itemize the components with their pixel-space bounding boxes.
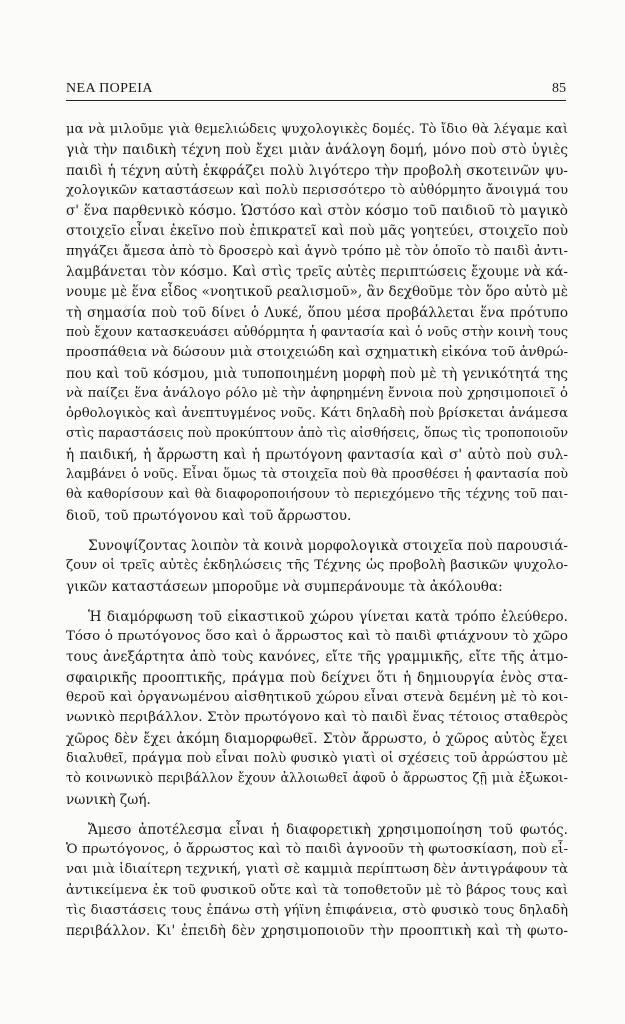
text-line: σ' ἕνα παρθενικὸ κόσμο. Ὡστόσο καὶ στὸν κόσμο τοῦ παιδιοῦ τὸ μαγικὸ [66, 203, 568, 220]
text-line: θὰ καθορίσουν καὶ θὰ διαφοροποιήσουν τὸ περιεχόμενο τῆς τέχνης τοῦ παι- [66, 487, 568, 503]
text-line: τὸ κοινωνικὸ περιβάλλον ἔχουν ἀλλοιωθεῖ ἀφοῦ ὁ ἄρρωστος ζῇ μιὰ ἐξωκοι- [66, 771, 568, 787]
text-line: ἀντικείμενα ἐκ τοῦ φυσικοῦ οὔτε καὶ τὰ τοποθετοῦν μὲ τὸ βάρος τους καὶ [66, 882, 568, 898]
paragraph [66, 607, 568, 810]
text-line: διοῦ, τοῦ πρωτόγονου καὶ τοῦ ἄρρωστου. [66, 507, 352, 524]
text-line: Τόσο ὁ πρωτόγονος ὅσο καὶ ὁ ἄρρωστος καὶ τὸ παιδὶ φτιάχνουν τὸ χῶρο [66, 629, 568, 645]
paragraph [66, 820, 568, 942]
text-line: ζουν οἱ τρεῖς αὐτὲς ἐκδηλώσεις τῆς Τέχνης ὡς προβολὴ βασικῶν ψυχολο- [66, 558, 568, 574]
text-line: Συνοψίζοντας λοιπὸν τὰ κοινὰ μορφολογικὰ στοιχεῖα ποὺ παρουσιά- [88, 537, 568, 554]
text-line: νωνικὸ περιβάλλον. Στὸν πρωτόγονο καὶ τὸ παιδὶ ἕνας τέτοιος σταθερὸς [66, 710, 568, 726]
text-line: περιβάλλον. Κι' ἐπειδὴ δὲν χρησιμοποιοῦν τὴν προοπτικὴ καὶ τὴ φωτο- [66, 923, 568, 940]
text-line: που καὶ τοῦ κόσμου, μιὰ τυποποιημένη μορφὴ ποὺ μὲ τὴ γενικότητά της [66, 365, 568, 382]
journal-title: ΝΕΑ ΠΟΡΕΙΑ [66, 81, 153, 96]
text-line: τὴ σημασία ποὺ τοῦ δίνει ὁ Λυκέ, ὅπου μέσα προβάλλεται ἕνα πρότυπο [66, 304, 568, 321]
text-line: Ἡ διαμόρφωση τοῦ εἰκαστικοῦ χώρου γίνεται κατὰ τρόπο ἐλεύθερο. [88, 608, 568, 625]
paragraph [66, 120, 568, 526]
text-line: Ὁ πρωτόγονος, ὁ ἄρρωστος καὶ τὸ παιδὶ ἀγνοοῦν τὴ φωτοσκίαση, ποὺ εἶ- [66, 842, 568, 858]
text-line: θεροῦ καὶ ὀργανωμένου αἰσθητικοῦ χώρου εἶναι στενὰ δεμένη μὲ τὸ κοι- [66, 690, 568, 706]
text-line: προσπάθεια νὰ δώσουν μιὰ στοιχειώδη καὶ σχηματικὴ εἰκόνα τοῦ ἀνθρώ- [66, 345, 568, 361]
text-line: νὰ παίζει ἕνα ἀνάλογο ρόλο μὲ τὴν ἀφηρημένη ἔννοια ποὺ χρησιμοποιεῖ ὁ [66, 385, 568, 401]
text-line: σφαιρικῆς προοπτικῆς, πράγμα ποὺ δείχνει ὅτι ἡ δημιουργία ἑνὸς στα- [66, 669, 568, 686]
text-line: στὶς παραστάσεις ποὺ προκύπτουν ἀπὸ τὶς αἰσθήσεις, ὅπως τὶς τροποποιοῦν [66, 426, 568, 442]
text-line: λαμβάνεται τὸν κόσμο. Καὶ στὶς τρεῖς αὐτὲς περιπτώσεις ἔχουμε νὰ κά- [66, 264, 568, 281]
text-line: τὶς διαστάσεις τους ἐπάνω στὴ γήϊνη ἐπιφάνεια, στὸ φυσικὸ τους δηλαδὴ [66, 902, 568, 918]
text-line: χολογικῶν καταστάσεων καὶ πολὺ περισσότερο τὸ αὐθόρμητο ἄνοιγμά του [66, 182, 568, 198]
text-line: πηγάζει ἄμεσα ἀπὸ τὸ δροσερὸ καὶ ἁγνὸ τρόπο μὲ τὸν ὁποῖο τὸ παιδὶ ἀντι- [66, 243, 568, 259]
running-header [66, 80, 566, 101]
text-line: ναι μιὰ ἰδιαίτερη τεχνική, γιατὶ σὲ καμμιὰ περίπτωση δὲν ἀντιγράφουν τὰ [66, 862, 568, 878]
text-line: μα νὰ μιλοῦμε γιὰ θεμελιώδεις ψυχολογικὲς δομές. Τὸ ἴδιο θὰ λέγαμε καὶ [66, 122, 568, 137]
text-line: ἡ παιδική, ἡ ἄρρωστη καὶ ἡ πρωτόγονη φαντασία καὶ σ' αὐτὸ ποὺ συλ- [66, 446, 568, 463]
text-line: ὀρθολογικὸς καὶ ἀνεπτυγμένος νοῦς. Κάτι δηλαδὴ ποὺ βρίσκεται ἀνάμεσα [66, 406, 568, 422]
text-line: διαλυθεῖ, πράγμα ποὺ εἶναι πολὺ φυσικὸ γιατὶ οἱ σχέσεις τοῦ ἀρρώστου μὲ [66, 750, 568, 766]
body-text [66, 120, 568, 952]
text-line: τους ἀνεξάρτητα ἀπὸ τοὺς κανόνες, εἴτε τῆς γραμμικῆς, εἴτε τῆς ἀτμο- [66, 649, 568, 666]
text-line: χῶρος δὲν ἔχει ἀκόμη διαμορφωθεῖ. Στὸν ἄρρωστο, ὁ χῶρος αὐτὸς ἔχει [66, 730, 568, 747]
text-line: γικῶν καταστάσεων μποροῦμε νὰ συμπεράνουμε τὰ ἀκόλουθα: [66, 578, 503, 595]
text-line: νωνικὴ ζωή. [66, 791, 151, 808]
page-number: 85 [552, 81, 566, 96]
text-line: στοιχεῖο εἶναι ἐκεῖνο ποὺ ἐπικρατεῖ καὶ ποὺ μᾶς γοητεύει, στοιχεῖο ποὺ [66, 223, 568, 240]
paragraph [66, 536, 568, 597]
text-line: λαμβάνει ὁ νοῦς. Εἶναι ὅμως τὰ στοιχεῖα ποὺ θὰ προσθέσει ἡ φαντασία ποὺ [66, 467, 568, 483]
text-line: παιδὶ ἡ τέχνη αὐτὴ ἐκφράζει πολὺ λιγότερο τὴν προβολὴ σκοτεινῶν ψυ- [66, 162, 568, 179]
text-line: ποὺ ἔχουν κατασκευάσει αὐθόρμητα ἡ φαντασία καὶ ὁ νοῦς στὴν κοινὴ τους [66, 324, 568, 340]
text-line: γιὰ τὴν παιδικὴ τέχνη ποὺ ἔχει μιὰν ἀνάλογη δομή, μόνο ποὺ στὸ ὑγιὲς [66, 142, 568, 159]
text-line: Ἄμεσο ἀποτέλεσμα εἶναι ἡ διαφορετικὴ χρησιμοποίηση τοῦ φωτός. [88, 821, 568, 838]
text-line: νουμε μὲ ἕνα εἶδος «νοητικοῦ ρεαλισμοῦ», ἂν δεχθοῦμε τὸν ὅρο αὐτὸ μὲ [66, 284, 568, 301]
